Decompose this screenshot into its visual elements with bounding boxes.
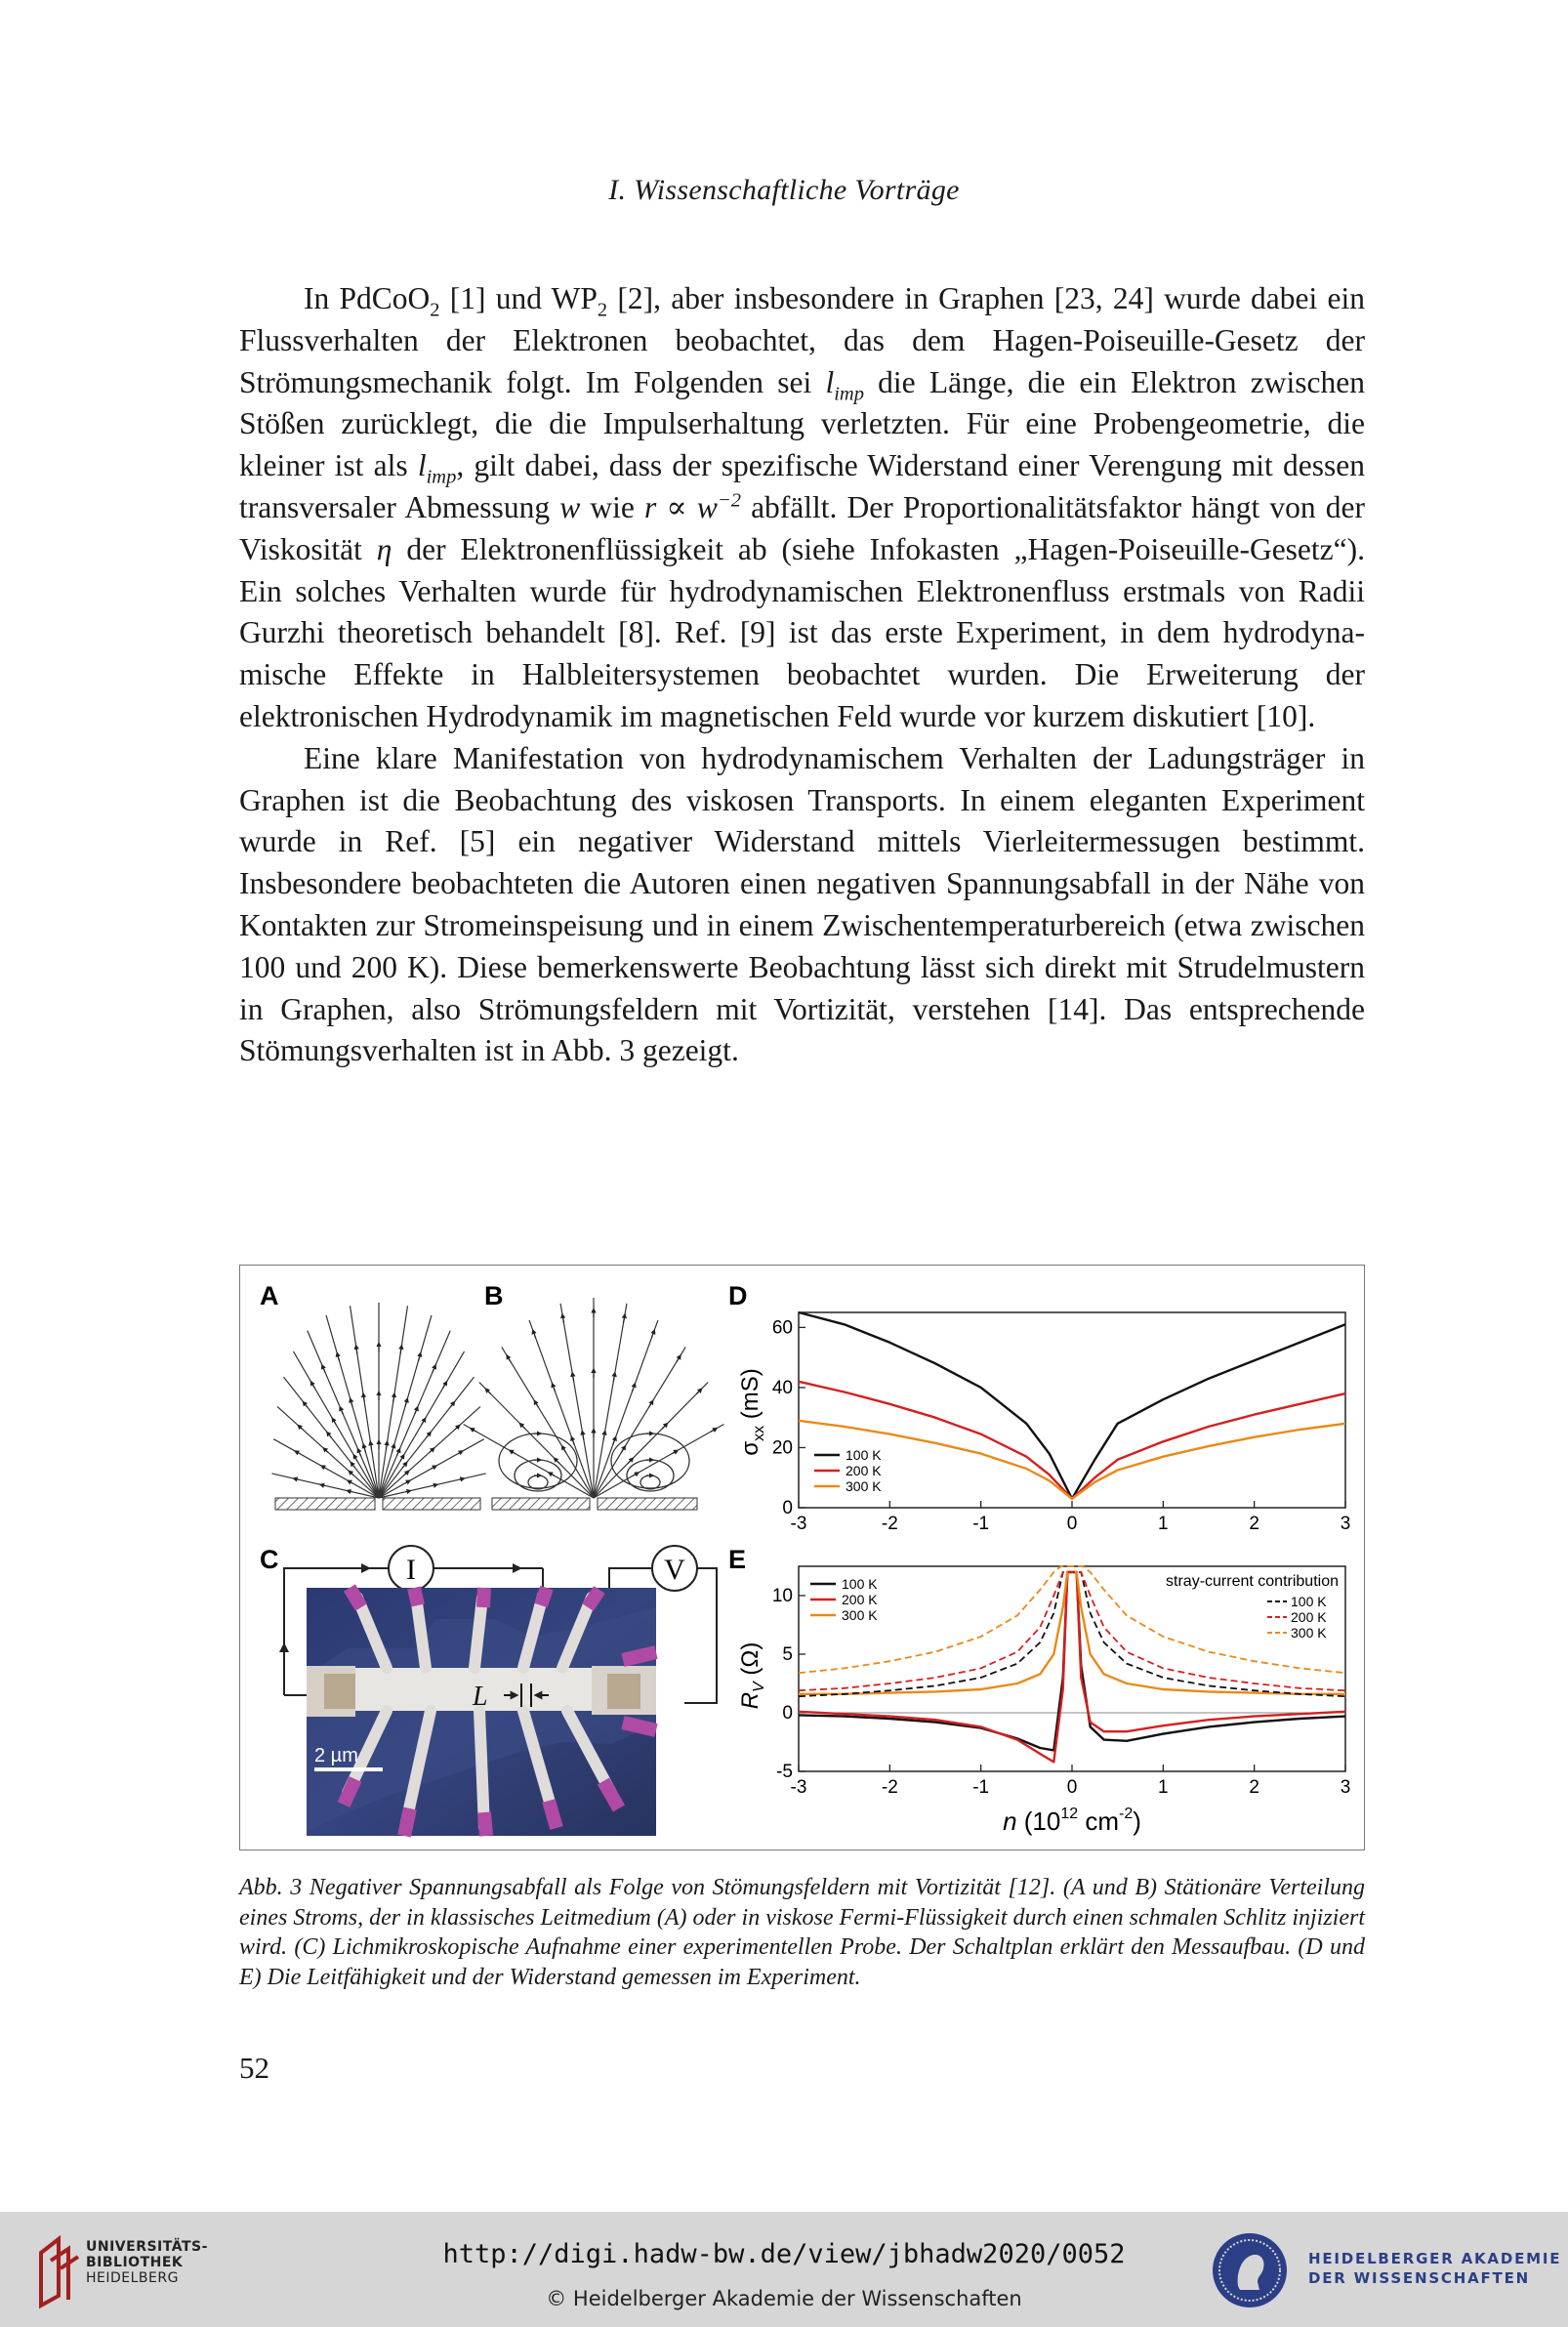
chart-e-series-200k	[799, 1572, 1345, 1762]
stray-legend-100k: 100 K	[1291, 1594, 1327, 1609]
chart-d-xtick-label: -1	[972, 1514, 990, 1534]
flow-arrow-icon	[677, 1356, 681, 1362]
flow-arrow-icon	[340, 1407, 343, 1414]
chart-d-xtick-label: 0	[1066, 1514, 1078, 1534]
flow-arrow-icon	[296, 1451, 300, 1453]
flow-arrow-icon	[337, 1353, 339, 1360]
flow-arrow-icon	[459, 1478, 463, 1479]
flow-arrow-icon	[386, 1442, 387, 1450]
chart-d-xtick-label: 3	[1340, 1514, 1351, 1534]
vortex-loop	[640, 1475, 660, 1489]
flow-arrow-icon	[349, 1481, 352, 1483]
source-url-link[interactable]: http://digi.hadw-bw.de/view/jbhadw2020/0052	[442, 2239, 1126, 2269]
flow-arrow-icon	[432, 1466, 435, 1468]
chart-d-ylabel: $\sigma_{xx}$ (mS)	[737, 1368, 767, 1456]
p1-sub-2: 2	[597, 299, 608, 321]
flow-arrow-icon	[333, 1419, 337, 1425]
flow-arrow-icon	[392, 1445, 393, 1452]
flow-arrow-icon	[582, 1432, 583, 1439]
flow-arrow-icon	[350, 1472, 353, 1475]
chart-e-ytick-label: 0	[782, 1703, 793, 1724]
flow-arrow-icon	[672, 1451, 677, 1454]
flow-arrow-icon	[322, 1466, 326, 1468]
chart-e-series-300k	[799, 1572, 1345, 1694]
panel-b-wall-left	[492, 1498, 590, 1510]
streamline-a	[379, 1439, 484, 1498]
chart-e-ytick-label: -5	[776, 1762, 793, 1782]
chart-e-xtick-label: 2	[1249, 1777, 1259, 1798]
panel-label-b: B	[484, 1281, 504, 1310]
flow-arrow-icon	[555, 1459, 559, 1464]
streamline-a	[379, 1306, 407, 1498]
figure-3-svg	[240, 1266, 1366, 1851]
chart-d-ytick-label: 20	[771, 1437, 793, 1459]
p1-text-d: die Länge, die ein Elektron zwischen Stößen zurücklegt, die die Impulserhaltung verletzten. Für eine Probengeometrie, die kleiner ist als	[239, 364, 1365, 483]
flow-arrow-icon	[624, 1315, 625, 1323]
proportionality-expr: r ∝ w	[644, 489, 718, 524]
l-imp-var-2: l	[417, 448, 427, 483]
flow-arrow-icon	[533, 1331, 536, 1338]
chart-e-xtick-label: -1	[972, 1777, 990, 1798]
copyright-text: © Heidelberger Akademie der Wissenschaften	[546, 2287, 1022, 2310]
flow-arrow-icon	[351, 1463, 355, 1468]
flow-arrow-icon	[370, 1442, 371, 1450]
flow-arrow-icon	[443, 1382, 447, 1388]
flow-arrow-icon	[621, 1446, 625, 1452]
footer-bar	[0, 2212, 1568, 2327]
hadw-line-2: DER WISSENSCHAFTEN	[1308, 2269, 1530, 2287]
flow-arrow-icon	[562, 1446, 566, 1452]
flow-arrow-icon	[354, 1455, 358, 1461]
panel-b-wall-right	[598, 1498, 697, 1510]
figure-caption: Abb. 3 Negativer Spannungsabfall als Folge von Stömungsfeldern mit Vortizität [12]. (A und B) Stätionäre Verteilung eines Stroms, der in klassisches Leitmedium (A) oder in viskose Fermi-Flüssigkeit durch einen schmalen Schlitz injiziert wird. (C) Lichmikroskopische Aufnahme einer experimentellen Probe. Der Schaltplan erklärt den Messaufbau. (D und E) Die Leitfähigkeit und der Widerstand gemessen im Experiment.	[239, 1875, 1365, 1990]
chart-e-xtick-label: -3	[790, 1777, 807, 1798]
chart-d-ytick-label: 60	[771, 1317, 793, 1339]
ub-line-3: HEIDELBERG	[86, 2270, 179, 2286]
flow-arrow-icon	[486, 1390, 491, 1394]
chart-d-legend-200k: 200 K	[846, 1463, 882, 1478]
chart-d-xtick-label: -2	[881, 1514, 898, 1534]
body-text	[239, 278, 1365, 1072]
flow-arrow-icon	[696, 1390, 701, 1394]
streamline-a	[277, 1406, 379, 1498]
vortex-loop	[528, 1475, 548, 1489]
l-imp-sub-2: imp	[426, 466, 457, 488]
stray-legend-300k: 300 K	[1291, 1625, 1327, 1641]
chart-d	[737, 1312, 1350, 1534]
flow-arrow-icon	[472, 1429, 476, 1432]
chart-e-legend-300k: 300 K	[842, 1607, 878, 1623]
panel-label-a: A	[260, 1281, 279, 1310]
flow-arrow-icon	[405, 1491, 409, 1492]
streamline-a	[293, 1351, 379, 1498]
flow-arrow-icon	[418, 1353, 420, 1360]
p1-text-e: , gilt dabei, dass der spezifische Widerstand einer Verengung mit dessen transversaler Abmessung	[239, 448, 1365, 524]
flow-arrow-icon	[405, 1481, 409, 1483]
flow-arrow-icon	[299, 1426, 303, 1430]
chart-e-series-stray-200k	[799, 1572, 1345, 1690]
l-imp-var-1: l	[825, 364, 835, 399]
chart-d-xtick-label: -3	[790, 1514, 807, 1534]
flow-arrow-icon	[662, 1424, 667, 1429]
flow-arrow-icon	[430, 1448, 433, 1452]
panel-label-d: D	[728, 1281, 748, 1310]
streamline-a	[379, 1331, 450, 1498]
chart-d-ytick-label: 0	[782, 1498, 793, 1518]
flow-arrow-icon	[562, 1315, 563, 1323]
flow-arrow-icon	[520, 1424, 525, 1429]
flow-arrow-icon	[455, 1426, 459, 1430]
voltage-label: V	[664, 1554, 685, 1586]
panel-label-c: C	[260, 1545, 279, 1574]
flow-arrow-icon	[405, 1399, 407, 1406]
panel-b-viscous-flow	[464, 1298, 724, 1498]
l-imp-sub-1: imp	[834, 382, 864, 404]
chart-d-ticks	[772, 1317, 1350, 1534]
flow-arrow-icon	[358, 1449, 361, 1456]
paragraph-1	[239, 278, 1365, 738]
chart-e-xlabel: n ($10^{12}$ $cm^{-2}$)	[1003, 1806, 1141, 1836]
flow-arrow-icon	[400, 1455, 404, 1461]
flow-arrow-icon	[356, 1347, 357, 1354]
length-label: L	[473, 1682, 488, 1712]
flow-arrow-icon	[603, 1432, 604, 1439]
flow-arrow-icon	[393, 1394, 394, 1402]
streamline-a	[379, 1351, 465, 1498]
running-header: I. Wissenschaftliche Vorträge	[608, 174, 960, 206]
streamline-a	[308, 1331, 379, 1498]
chart-e-xtick-label: 1	[1158, 1777, 1169, 1798]
chart-e-legend-200k: 200 K	[842, 1592, 878, 1607]
p1-text-f: wie	[580, 489, 645, 524]
flow-arrow-icon	[322, 1366, 325, 1373]
flow-arrow-icon	[304, 1402, 308, 1407]
chart-d-legend	[814, 1447, 882, 1494]
flow-arrow-icon	[327, 1433, 331, 1437]
chart-e-ylabel: $R_V$ (Ω)	[737, 1641, 767, 1710]
chart-e-legend	[810, 1576, 878, 1623]
flow-arrow-icon	[324, 1448, 328, 1452]
flow-arrow-icon	[613, 1374, 614, 1382]
current-label: I	[406, 1554, 416, 1586]
flow-arrow-icon	[311, 1382, 315, 1388]
flow-arrow-icon	[400, 1347, 401, 1354]
hadw-line-1: HEIDELBERGER AKADEMIE	[1308, 2250, 1562, 2267]
flow-arrow-icon	[404, 1472, 408, 1475]
scale-bar-label: 2 µm	[314, 1745, 358, 1766]
proportionality-exp: −2	[717, 489, 741, 512]
stray-current-annotation: stray-current contribution	[1166, 1573, 1339, 1590]
flow-arrow-icon	[633, 1384, 636, 1391]
flow-arrow-icon	[427, 1433, 431, 1437]
ub-line-2: BIBLIOTHEK	[86, 2255, 184, 2270]
ub-line-1: UNIVERSITÄTS-	[86, 2239, 208, 2255]
flow-arrow-icon	[613, 1437, 616, 1444]
p1-text-h: der Elektronenflüssigkeit ab (siehe Infokasten „Hagen-Poiseuille-Gesetz“). Ein solches Verhalten wurde für hydrodynamischen Elektronenfluss erstmals von Radii Gurzhi theoretisch behandelt [8]. Ref. [9] ist das erste Experiment, in dem hydrodynamische Effekte in Halbleitersystemen beobachtet wurden. Die Erweiterung der elektronischen Hydrodynamik im magnetischen Feld wurde vor kurzem diskutiert [10].	[239, 531, 1365, 733]
micrograph-image	[307, 1588, 656, 1836]
flow-arrow-icon	[511, 1451, 516, 1454]
chart-e-ytick-label: 5	[782, 1644, 793, 1665]
flow-arrow-icon	[363, 1394, 364, 1402]
academy-logo-text	[1308, 2249, 1561, 2288]
flow-arrow-icon	[535, 1401, 539, 1407]
chart-e-series-stray-100k	[799, 1572, 1345, 1696]
flow-arrow-icon	[458, 1451, 462, 1453]
flow-arrow-icon	[321, 1484, 325, 1485]
chart-e-xtick-label: 0	[1066, 1777, 1078, 1798]
flow-arrow-icon	[649, 1401, 653, 1407]
chart-d-legend-300k: 300 K	[846, 1478, 882, 1494]
chart-d-xtick-label: 2	[1249, 1514, 1259, 1534]
panel-a-wall-left	[275, 1498, 375, 1510]
panel-a-wall-right	[383, 1498, 480, 1510]
flow-arrow-icon	[422, 1419, 426, 1425]
flow-arrow-icon	[651, 1331, 654, 1338]
flow-arrow-icon	[628, 1459, 633, 1464]
flow-arrow-icon	[633, 1473, 638, 1475]
chart-e-xtick-label: -2	[881, 1777, 898, 1798]
chart-e-ytick-label: 10	[771, 1586, 793, 1606]
panel-label-e: E	[728, 1545, 747, 1574]
flow-arrow-icon	[553, 1384, 556, 1391]
eta-symbol: η	[376, 531, 392, 566]
chart-e-legend-100k: 100 K	[842, 1576, 878, 1592]
panel-a-radial-flow	[271, 1303, 485, 1498]
p1-text-a: In PdCoO	[304, 281, 431, 315]
flow-arrow-icon	[396, 1449, 399, 1456]
chart-e-frame	[799, 1566, 1345, 1771]
flow-arrow-icon	[572, 1374, 573, 1382]
streamline-a	[351, 1306, 379, 1498]
vortex-loop	[611, 1434, 689, 1488]
flow-arrow-icon	[550, 1473, 555, 1475]
flow-arrow-icon	[433, 1366, 435, 1373]
chart-e-xtick-label: 3	[1340, 1777, 1351, 1798]
p1-text-g: abfällt. Der Proportionalitätsfaktor hängt von der Viskosität	[239, 489, 1365, 566]
chart-e-stray-legend	[1166, 1573, 1339, 1641]
flow-arrow-icon	[572, 1437, 575, 1444]
flow-arrow-icon	[507, 1356, 511, 1362]
paragraph-2: Eine klare Manifestation von hydrodynamischem Verhalten der Ladungsträger in Graphen ist die Beobachtung des viskosen Transports. In einem eleganten Experiment wurde in Ref. [5] ein negativer Widerstand mittels Vierleitermessugen bestimmt. Insbesondere beobachteten die Autoren einen negativen Spannungsabfall in der Nähe von Kontakten zur Stromeinspeisung und in einem Zwischentemperaturbereich (etwa zwischen 100 und 200 K). Diese bemerkenswerte Beobachtung lässt sich direkt mit Strudelmustern in Graphen, also Strömungsfeldern mit Vortizität, verstehen [14]. Das entsprechende Stömungsverhalten ist in Abb. 3 gezeigt.	[239, 740, 1365, 1068]
figure-3	[239, 1265, 1365, 1850]
flow-arrow-icon	[348, 1491, 351, 1492]
p1-text-c: [2], aber insbesondere in Graphen [23, 24] wurde dabei ein Flussverhalten der Elektronen beobachtet, das dem Hagen-Poiseuille-Gesetz der Strömungsmechanik folgt. Im Folgenden sei	[239, 281, 1365, 399]
chart-d-legend-100k: 100 K	[846, 1447, 882, 1463]
chart-e	[737, 1566, 1350, 1836]
flow-arrow-icon	[433, 1484, 436, 1485]
flow-arrow-icon	[711, 1429, 716, 1432]
flow-arrow-icon	[402, 1463, 406, 1468]
stray-legend-200k: 200 K	[1291, 1609, 1327, 1625]
flow-arrow-icon	[415, 1407, 418, 1414]
p1-sub-1: 2	[430, 299, 440, 321]
w-var: w	[559, 489, 581, 524]
p1-text-b: [1] und WP	[439, 281, 598, 315]
chart-d-xtick-label: 1	[1158, 1514, 1169, 1534]
page-number: 52	[239, 2051, 269, 2085]
streamline-a	[273, 1439, 379, 1498]
academy-seal-icon	[1209, 2229, 1291, 2311]
chart-e-series-100k	[799, 1572, 1345, 1750]
flow-arrow-icon	[351, 1399, 352, 1406]
flow-arrow-icon	[294, 1478, 298, 1479]
flow-arrow-icon	[363, 1445, 365, 1452]
chart-d-ytick-label: 40	[771, 1377, 793, 1398]
chart-e-lines	[799, 1566, 1345, 1762]
flow-arrow-icon	[450, 1402, 454, 1407]
